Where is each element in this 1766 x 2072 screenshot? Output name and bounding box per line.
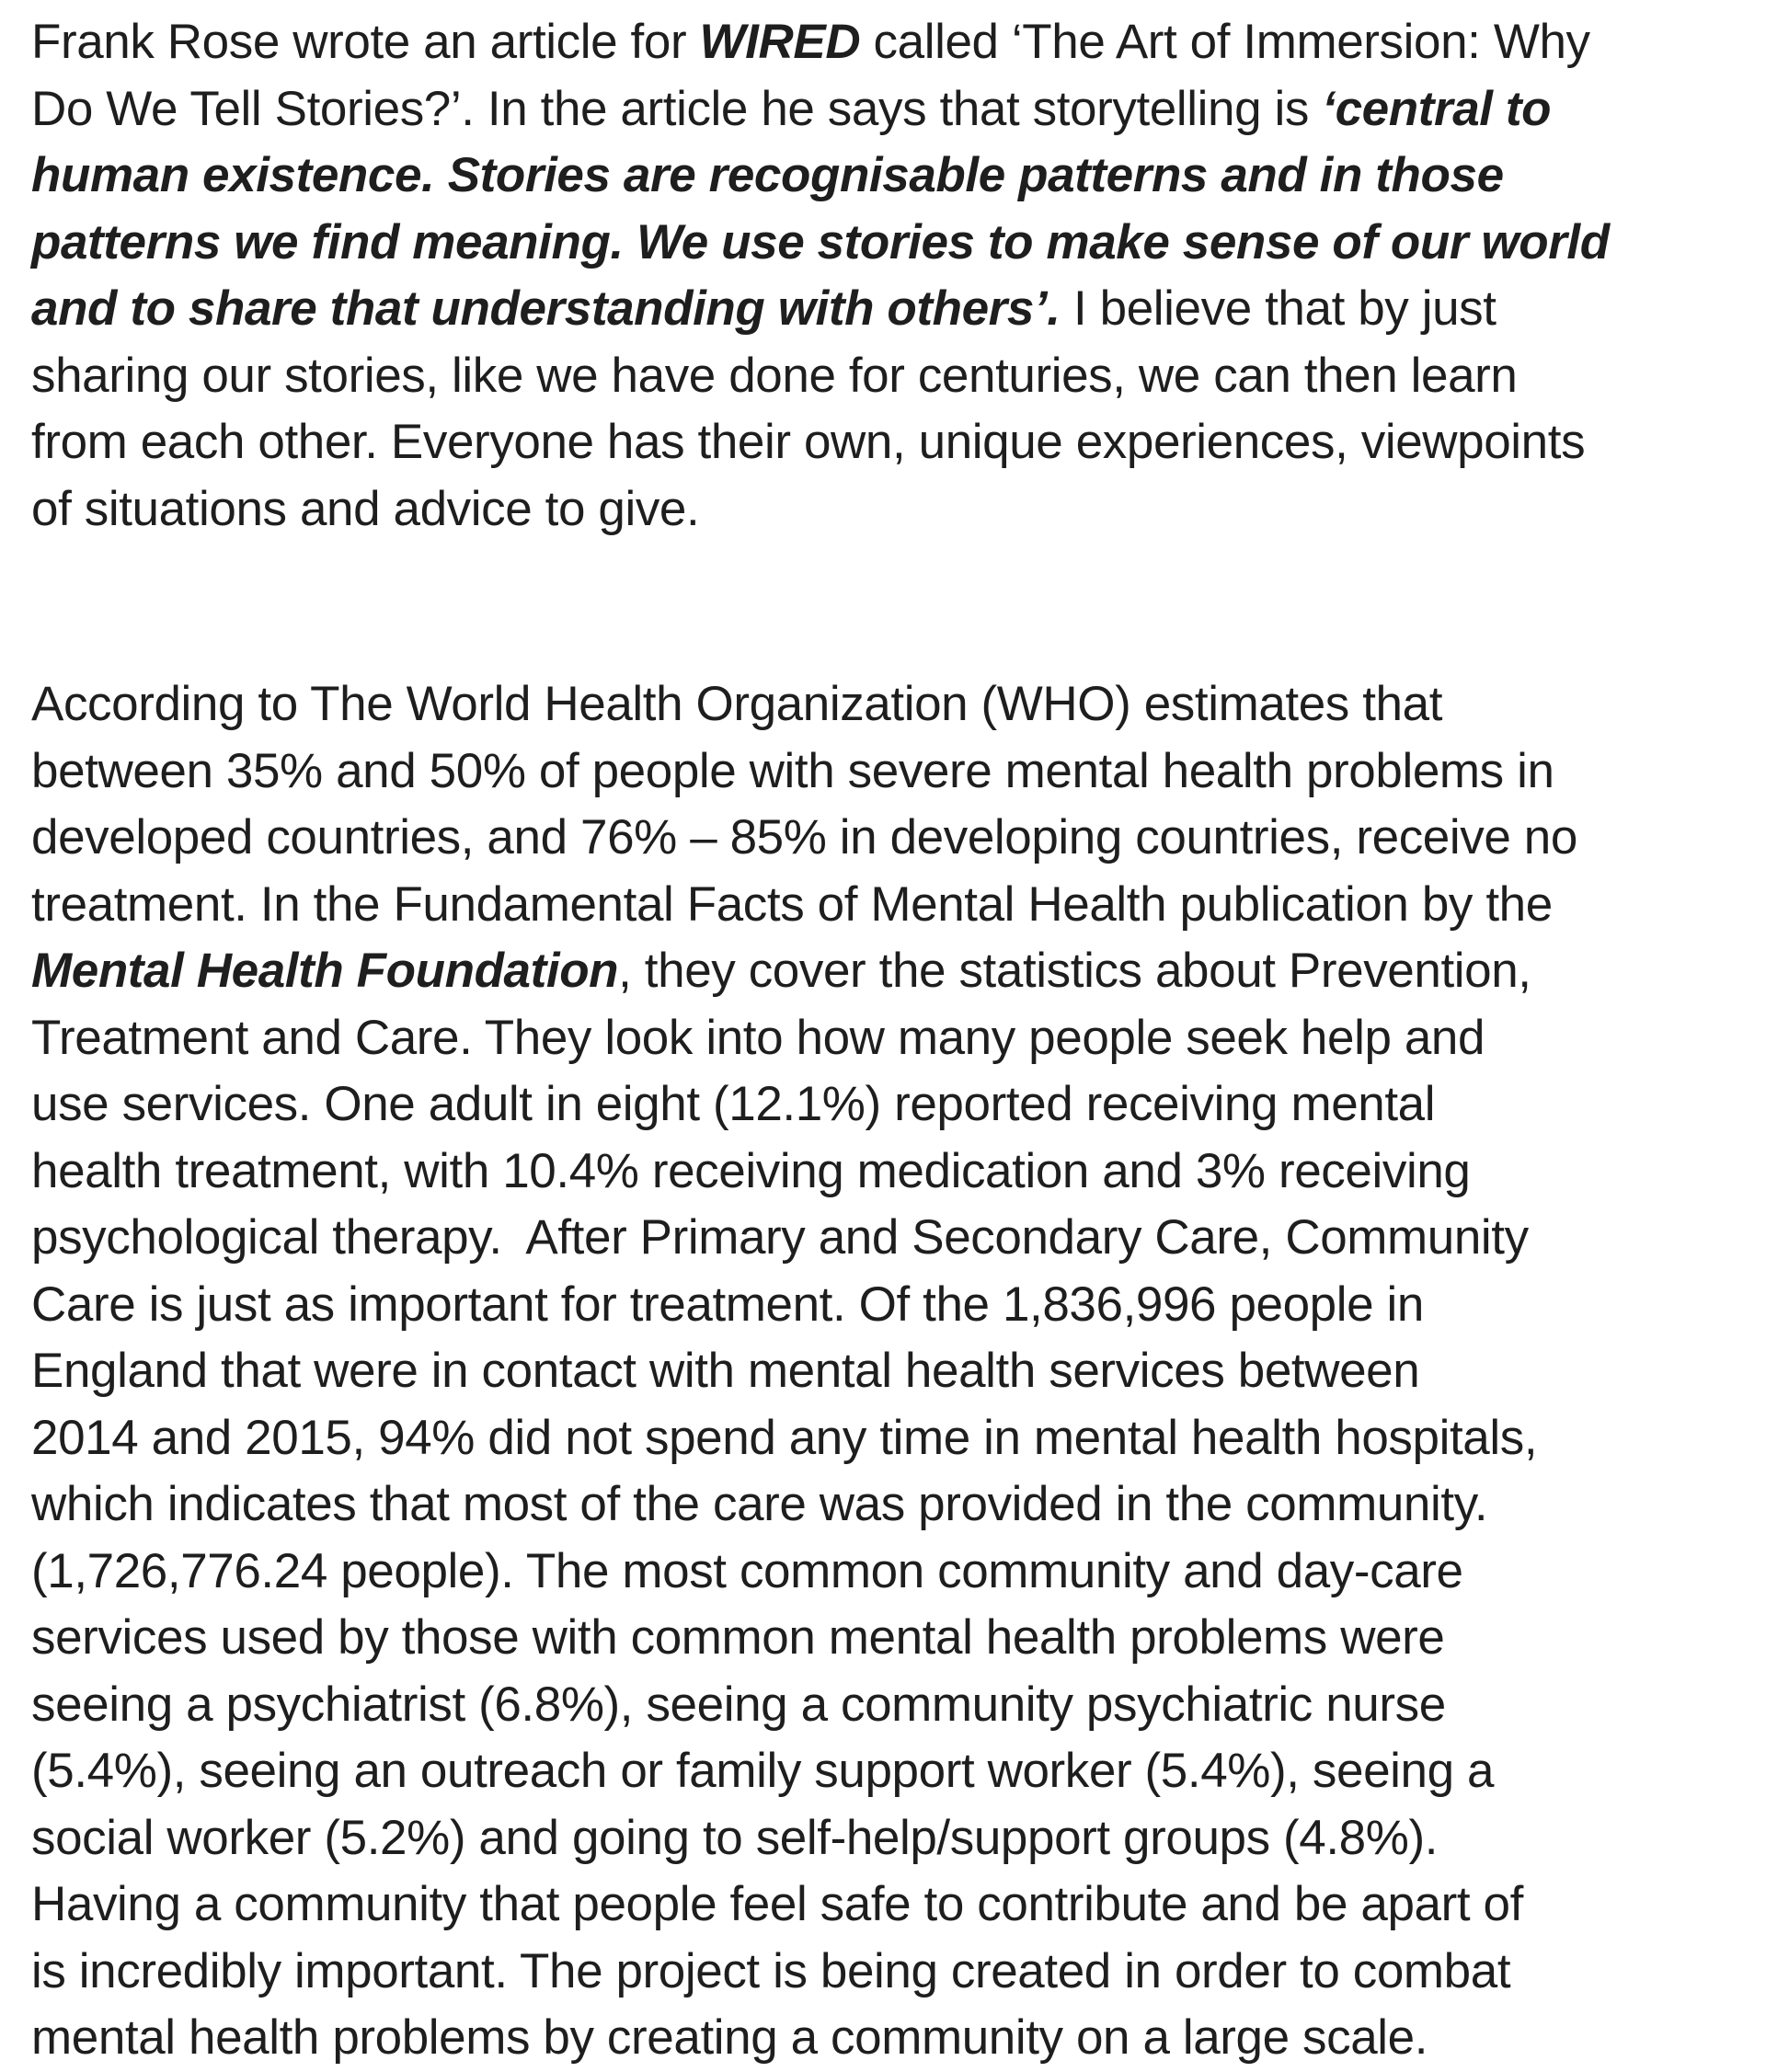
text-run: Frank Rose wrote an article for <box>31 15 700 69</box>
quote-line: patterns we find meaning. We use stories to make sense of our world <box>31 214 1610 269</box>
text-line: According to The World Health Organization (WHO) estimates that <box>31 677 1443 731</box>
text-line: between 35% and 50% of people with severe mental health problems in <box>31 743 1554 798</box>
text-line: Treatment and Care. They look into how many people seek help and <box>31 1010 1485 1065</box>
paragraph-mental-health-statistics <box>31 671 1742 2072</box>
organization-name: Mental Health Foundation <box>31 944 619 998</box>
text-line: use services. One adult in eight (12.1%) reported receiving mental <box>31 1077 1436 1131</box>
text-line: treatment. In the Fundamental Facts of Mental Health publication by the <box>31 876 1553 932</box>
text-line <box>31 938 1742 1005</box>
text-line: health treatment, with 10.4% receiving medication and 3% receiving <box>31 1143 1471 1198</box>
text-line: (5.4%), seeing an outreach or family support worker (5.4%), seeing a <box>31 1744 1495 1798</box>
text-line: 2014 and 2015, 94% did not spend any time in mental health hospitals, <box>31 1410 1538 1465</box>
text-line: mental health problems by creating a community on a large scale. <box>31 2010 1428 2065</box>
text-line: Having a community that people feel safe to contribute and be apart of <box>31 1877 1523 1931</box>
text-run: Do We Tell Stories?’. In the article he says that storytelling is <box>31 81 1323 136</box>
text-line: is incredibly important. The project is being created in order to combat <box>31 1943 1511 1998</box>
text-line <box>31 9 1742 76</box>
document-page <box>31 9 1742 2072</box>
text-line: developed countries, and 76% – 85% in developing countries, receive no <box>31 810 1577 864</box>
text-line: from each other. Everyone has their own, unique experiences, viewpoints <box>31 415 1586 469</box>
text-line: sharing our stories, like we have done for centuries, we can then learn <box>31 348 1518 403</box>
text-run: called ‘The Art of Immersion: Why <box>860 15 1590 69</box>
text-line: of situations and advice to give. <box>31 481 700 536</box>
quote-line: human existence. Stories are recognisable patterns and in those <box>31 148 1504 202</box>
text-line: social worker (5.2%) and going to self-help/support groups (4.8%). <box>31 1810 1439 1865</box>
paragraph-storytelling <box>31 9 1742 543</box>
text-line: England that were in contact with mental health services between <box>31 1344 1420 1398</box>
text-line: (1,726,776.24 people). The most common community and day-care <box>31 1543 1463 1598</box>
text-line <box>31 76 1742 143</box>
quote-run: ‘central to <box>1322 81 1552 136</box>
text-line: psychological therapy. After Primary and Secondary Care, Community <box>31 1210 1529 1265</box>
paragraph-gap <box>31 543 1742 671</box>
text-run: , they cover the statistics about Prevention, <box>618 944 1531 998</box>
publication-name: WIRED <box>699 15 861 69</box>
text-line: seeing a psychiatrist (6.8%), seeing a community psychiatric nurse <box>31 1677 1446 1732</box>
text-run: I believe that by just <box>1060 281 1497 336</box>
quote-run: and to share that understanding with others’. <box>31 281 1061 336</box>
text-line <box>31 276 1742 343</box>
text-line: Care is just as important for treatment. Of the 1,836,996 people in <box>31 1276 1424 1332</box>
text-line: services used by those with common mental health problems were <box>31 1610 1445 1665</box>
text-line: which indicates that most of the care was provided in the community. <box>31 1477 1488 1531</box>
